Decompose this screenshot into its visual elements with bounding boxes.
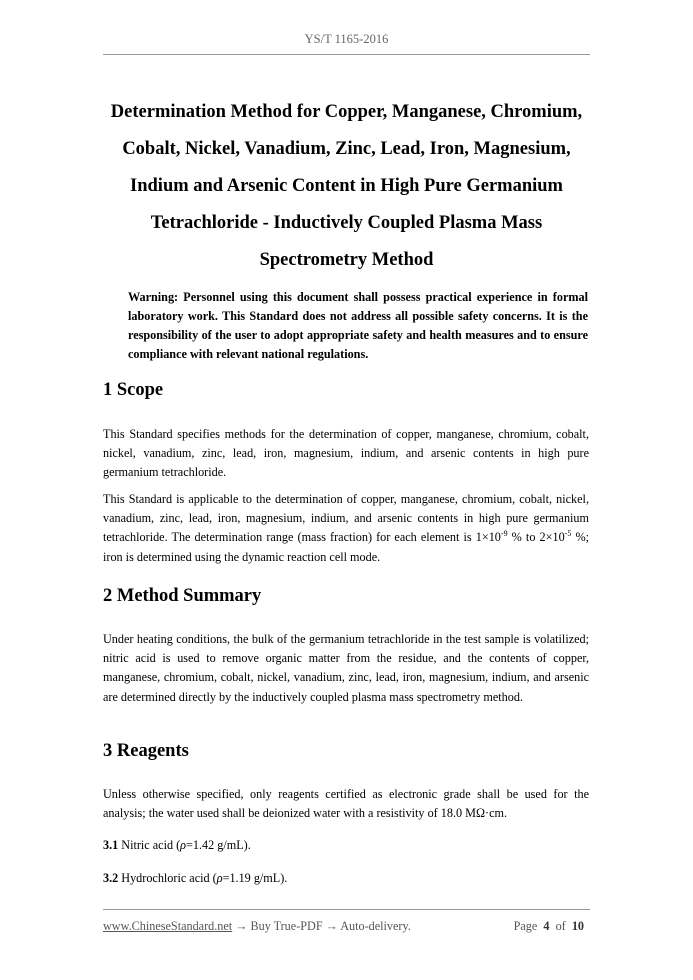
section-heading-scope: 1 Scope [103,380,164,400]
auto-delivery-text: Auto-delivery. [340,919,411,933]
document-id-header: YS/T 1165-2016 [304,32,389,46]
scope-paragraph-2: This Standard is applicable to the determination of copper, manganese, chromium, cobalt, nickel, vanadium, zinc, lead, iron, magnesium, indium, and arsenic contents in high pure germanium tetrachloride. The determination range (mass fraction) for each element is $1\times 10^{-9}$ % to $2\times 10^{-5}$ %; iron is determined using the dynamic reaction cell mode. [103,492,589,564]
warning-paragraph: Warning: Personnel using this document shall possess practical experience in formal laboratory work. This Standard does not address all possible safety concerns. It is the responsibility of the user to adopt appropriate safety and health measures and to ensure compliance with relevant national regulations. [128,290,588,361]
footer-divider [103,909,590,910]
arrow-icon: → [322,919,341,933]
document-title [90,94,603,279]
exponent-upper: -5 [564,529,572,539]
title-line-5: Spectrometry Method [259,250,434,270]
site-link[interactable]: www.ChineseStandard.net [103,919,233,933]
page-footer [103,919,590,934]
page-number: Page 4 of 10 [513,919,584,933]
method-summary-paragraph: Under heating conditions, the bulk of the germanium tetrachloride in the test sample is volatilized; nitric acid is used to remove organic matter from the residue, and the contents of copper, manganese, chromium, cobalt, nickel, vanadium, zinc, lead, iron, magnesium, indium, and arsenic are determined directly by the inductively coupled plasma mass spectrometry method. [103,632,589,704]
reagent-item-3-1: 3.1 Nitric acid (ρ=1.42 g/mL). [103,838,251,852]
reagent-item-3-2: 3.2 Hydrochloric acid (ρ=1.19 g/mL). [103,871,288,885]
buy-pdf-text: Buy True-PDF [250,919,323,933]
title-line-2: Cobalt, Nickel, Vanadium, Zinc, Lead, Iron, Magnesium, [122,139,571,159]
scope-paragraph-1: This Standard specifies methods for the determination of copper, manganese, chromium, cobalt, nickel, vanadium, zinc, lead, iron, magnesium, indium, and arsenic contents in high pure germanium tetrachloride. [103,427,589,480]
exponent-lower: -9 [500,529,508,539]
title-line-1: Determination Method for Copper, Manganese, Chromium, [110,102,583,122]
arrow-icon: → [232,919,251,933]
section-heading-method-summary: 2 Method Summary [103,586,262,606]
title-line-4: Tetrachloride - Inductively Coupled Plasma Mass [150,213,543,233]
header-divider [103,54,590,55]
title-line-3: Indium and Arsenic Content in High Pure Germanium [130,176,563,196]
section-heading-reagents: 3 Reagents [103,741,189,761]
reagents-paragraph: Unless otherwise specified, only reagents certified as electronic grade shall be used for the analysis; the water used shall be deionized water with a resistivity of 18.0 MΩ·cm. [103,787,589,821]
